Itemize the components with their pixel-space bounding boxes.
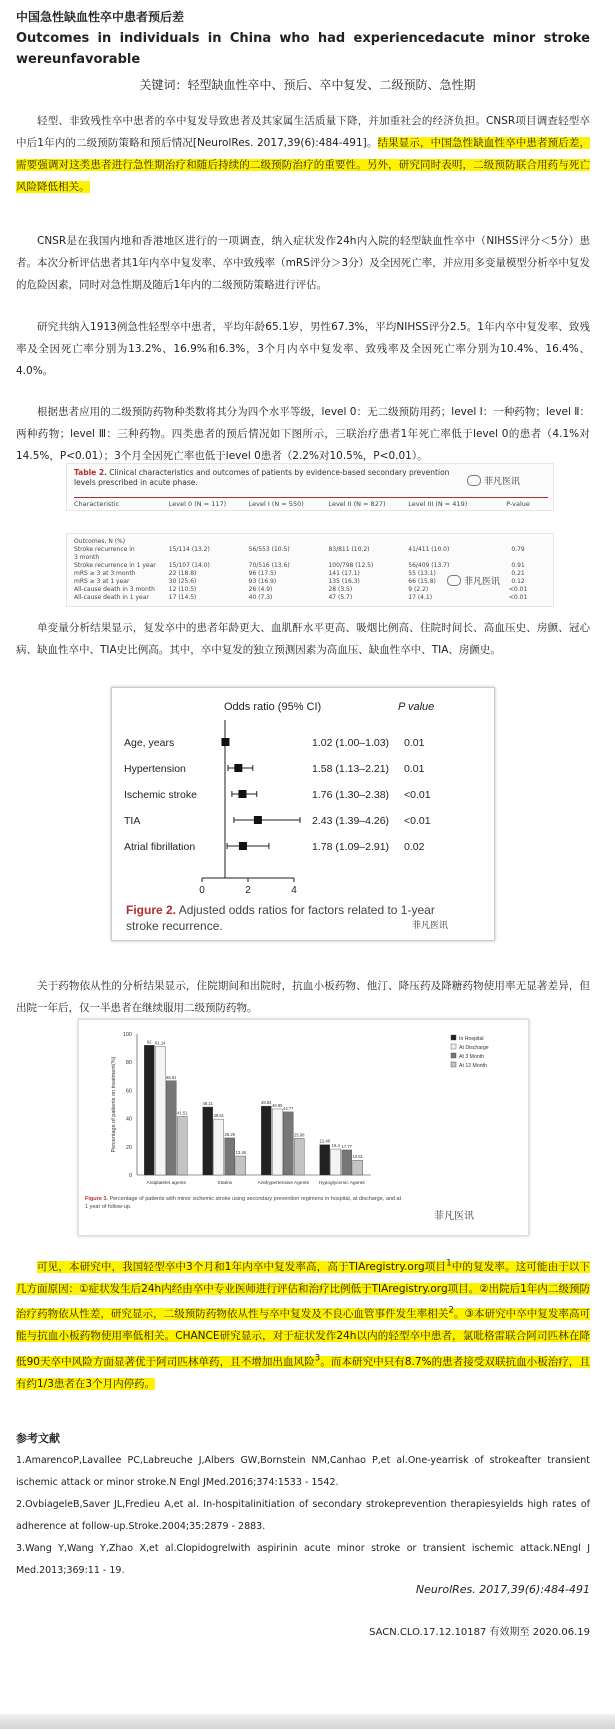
table-cell: 0.21 — [511, 570, 525, 577]
table-col-header: P-value — [506, 500, 530, 508]
bar-value-label: 44.77 — [283, 1105, 294, 1111]
table-row — [74, 562, 548, 570]
bar-y-axis-label: Percentage of patients on treatment(%) — [111, 1056, 117, 1153]
table-cell: 93 (16.9) — [248, 578, 277, 585]
table-cell: 135 (16.3) — [328, 578, 360, 585]
table-cell: 100/798 (12.5) — [328, 562, 374, 569]
ref-superscript: 2 — [448, 1305, 454, 1316]
table-cell: 56/553 (10.5) — [248, 546, 290, 553]
forest-point — [238, 790, 246, 798]
bar-legend-swatch — [451, 1044, 456, 1049]
table-cell: 66 (15.8) — [408, 578, 436, 585]
forest-ci-text: 1.58 (1.13–2.21) — [312, 763, 390, 775]
paragraph-discussion — [16, 1252, 590, 1395]
bar-legend-label: At Discharge — [459, 1045, 489, 1051]
table-cell: 41/411 (10.0) — [408, 546, 450, 553]
table-caption-text: Clinical characteristics and outcomes of patients by evidence-based secondary prevention levels prescribed in acute phase. — [74, 468, 450, 487]
watermark — [447, 574, 500, 587]
paragraph-levels: 根据患者应用的二级预防药物种类数将其分为四个水平等级，level 0：无二级预防用药；level Ⅰ：一种药物；level Ⅱ：两种药物；level Ⅲ：三种药物。四类患者的预后情况如下图所示，三联治疗患者1年死亡率低于level 0的患者（4.1%对14.5%，P<0.01）；3个月全因死亡率也低于level 0患者（2.2%对10.5%，P<0.01）。 — [16, 406, 590, 462]
forest-p-text: 0.01 — [404, 763, 425, 775]
bar-y-tick-label: 0 — [128, 1173, 132, 1179]
table-cell: 26 (4.9) — [248, 586, 273, 593]
bar-category-label: Hypoglycemic Agents — [318, 1181, 365, 1186]
bar-chart — [79, 1020, 528, 1235]
reference-item: 3.Wang Y,Wang Y,Zhao X,et al.Clopidogrelwith aspirinin acute minor stroke or transient ischemic attack.NEngl J Med.2013;369:11 - 19. — [16, 1543, 590, 1576]
table-col-header: Level 0 (N = 117) — [168, 500, 227, 508]
table-column-headers — [74, 497, 548, 508]
forest-row-label: Ischemic stroke — [124, 789, 197, 801]
forest-p-text: 0.02 — [404, 841, 425, 853]
forest-header-or: Odds ratio (95% CI) — [224, 701, 322, 713]
bar — [320, 1145, 330, 1175]
table-cell: All-cause death in 1 year — [74, 594, 149, 601]
watermark-text: 菲凡医讯 — [464, 577, 501, 587]
bar-value-label: 10.51 — [352, 1154, 363, 1160]
paragraph-intro — [16, 110, 590, 198]
forest-header-p: P value — [398, 701, 435, 713]
bar-value-label: 39.61 — [213, 1113, 224, 1119]
bar-legend-swatch — [451, 1035, 456, 1040]
bar-value-label: 48.21 — [202, 1101, 213, 1107]
forest-caption-text: Adjusted odds ratios for factors related to 1-year — [176, 903, 435, 917]
bar-category-label: Statins — [217, 1181, 233, 1186]
table-cell: 28 (3.5) — [328, 586, 353, 593]
keywords: 关键词：轻型缺血性卒中、预后、卒中复发、二级预防、急性期 — [139, 78, 476, 92]
intro-highlight: 结果显示，中国急性缺血性卒中患者预后差，需要强调对这类患者进行急性期治疗和随后持续的二级预防治疗的重要性。另外，研究同时表明，二级预防联合用药与死亡风险降低相关。 — [16, 137, 590, 193]
table-cell: All-cause death in 3 month — [74, 586, 155, 593]
table-cell — [328, 538, 408, 546]
references-heading: 参考文献 — [16, 1432, 60, 1445]
table-col-header: Characteristic — [74, 500, 120, 508]
table-cell: Stroke recurrence in 1 year — [74, 562, 156, 569]
table-col-header: Level I (N = 550) — [248, 500, 304, 508]
table-cell: 12 (10.5) — [168, 586, 197, 593]
table-cell: 17 (14.5) — [168, 594, 197, 601]
forest-point — [254, 816, 262, 824]
table-col-header: Level III (N = 419) — [408, 500, 468, 508]
table-cell: 0.91 — [511, 562, 525, 569]
table-cell: <0.01 — [508, 586, 528, 593]
paragraph-adherence: 关于药物依从性的分析结果显示，住院期间和出院时，抗血小板药物、他汀、降压药及降糖药物使用率无显著差异，但出院一年后，仅一半患者在继续服用二级预防药物。 — [16, 980, 590, 1014]
forest-ci-text: 1.76 (1.30–2.38) — [312, 789, 390, 801]
table-col-header: Level II (N = 827) — [328, 500, 386, 508]
forest-row-label: Atrial fibrillation — [124, 841, 196, 853]
bar-value-label: 18.4 — [331, 1143, 340, 1149]
table-cell — [249, 538, 329, 546]
forest-tick-label: 0 — [199, 885, 205, 896]
forest-p-text: <0.01 — [404, 789, 431, 801]
title-en-line1: Outcomes in individuals in China who had experiencedacute minor stroke — [16, 31, 590, 46]
bar-y-tick-label: 60 — [125, 1088, 132, 1095]
table-cell: 15/114 (13.2) — [168, 546, 210, 553]
table-cell — [249, 554, 329, 562]
bar-value-label: 26.29 — [224, 1131, 235, 1137]
bar-legend-swatch — [451, 1062, 456, 1067]
table-cell — [488, 554, 548, 562]
bar — [166, 1081, 176, 1175]
article-title-en — [16, 28, 590, 70]
forest-caption-label: Figure 2. — [126, 903, 177, 917]
paragraph-univariate: 单变量分析结果显示，复发卒中的患者年龄更大、血肌酐水平更高、吸烟比例高、住院时间长、高血压史、房颤、冠心病、缺血性卒中、TIA史比例高。其中，卒中复发的独立预测因素为高血压、缺血性卒中、TIA、房颤史。 — [16, 622, 590, 656]
bar — [283, 1112, 293, 1175]
table-cell: 17 (4.1) — [408, 594, 433, 601]
bar — [225, 1138, 235, 1175]
table-row — [74, 554, 548, 562]
bar-value-label: 92 — [146, 1039, 152, 1045]
forest-tick-label: 2 — [245, 885, 251, 896]
bar-value-label: 25.98 — [294, 1132, 305, 1138]
bar-y-tick-label: 100 — [122, 1032, 132, 1038]
bar-caption-text: 1 year of follow-up. — [85, 1204, 132, 1210]
table-cell: 0.12 — [511, 578, 525, 585]
table-cell — [408, 538, 488, 546]
bar-caption-label: Figure 3. — [85, 1196, 108, 1202]
watermark-text: 菲凡医讯 — [412, 921, 449, 931]
bar-legend-label: In Hospital — [459, 1036, 484, 1042]
bar-value-label: 21.48 — [319, 1138, 330, 1144]
table-cell: 47 (5.7) — [328, 594, 353, 601]
table-cell: 40 (7.3) — [248, 594, 273, 601]
bar — [353, 1160, 363, 1175]
forest-plot — [112, 688, 494, 940]
bar-caption-text: Percentage of patients with minor ischemic stroke using secondary prevention regimens in hospital, at discharge, and at — [107, 1196, 402, 1202]
forest-point — [239, 842, 247, 850]
table-header-figure — [66, 463, 554, 511]
paragraph-methods: CNSR是在我国内地和香港地区进行的一项调查，纳入症状发作24h内入院的轻型缺血性卒中（NIHSS评分＜5分）患者。本次分析评估患者其1年内卒中复发率、卒中致残率（mRS评分＞3分）及全因死亡率，并应用多变量模型分析卒中复发的危险因素，同时对急性期及随后1年内的二级预防策略进行评估。 — [16, 235, 590, 291]
forest-ci-text: 1.78 (1.09–2.91) — [312, 841, 390, 853]
bar-caption — [85, 1196, 402, 1202]
watermark-text: 菲凡医讯 — [484, 477, 521, 487]
forest-point — [234, 764, 242, 772]
forest-plot-figure — [111, 687, 495, 941]
forest-tick-label: 4 — [291, 885, 297, 896]
approval-code: SACN.CLO.17.12.10187 有效期至 2020.06.19 — [369, 1627, 590, 1638]
bar-chart-figure — [78, 1019, 529, 1236]
bar-value-label: 17.77 — [341, 1143, 352, 1149]
bar — [236, 1156, 246, 1175]
discussion-text: 中的复发率。这可能由于以下几方面原因：①症状发生后24h内经由卒中专业医师进行评估和治疗比例低于TIAregistry.org项目。②出院后1年内二级预防治疗药物依从性差，研究显示，二级预防药物依从性与卒中复发及不良心血管事件发生率相关 — [16, 1260, 590, 1320]
forest-p-text: 0.01 — [404, 737, 425, 749]
table-cell: Stroke recurrence in — [74, 546, 135, 553]
bar — [155, 1046, 165, 1175]
table-row — [74, 594, 548, 602]
forest-caption — [126, 903, 435, 917]
bar-y-tick-label: 40 — [125, 1116, 132, 1123]
bar-value-label: 46.85 — [272, 1102, 283, 1108]
table-caption-label: Table 2. — [74, 468, 107, 477]
forest-caption-text: stroke recurrence. — [126, 919, 223, 933]
reference-item: 1.AmarencoP,Lavallee PC,Labreuche J,Albers GW,Bornstein NM,Canhao P,et al.One-yearrisk of strokeafter transient ischemic attack or minor stroke.N Engl JMed.2016;374:1533 - 1542. — [16, 1455, 590, 1488]
table-cell — [408, 554, 488, 562]
table-cell: 96 (17.5) — [248, 570, 277, 577]
forest-p-text: <0.01 — [404, 815, 431, 827]
table-cell: 15/107 (14.0) — [168, 562, 210, 569]
bar — [177, 1116, 187, 1175]
forest-row-label: Hypertension — [124, 763, 186, 775]
table-cell: <0.01 — [508, 594, 528, 601]
bar — [144, 1045, 154, 1175]
table-cell: 70/516 (13.6) — [248, 562, 290, 569]
bar — [294, 1138, 304, 1175]
bar-y-tick-label: 80 — [125, 1060, 132, 1067]
bar — [272, 1109, 282, 1175]
bar-value-label: 48.84 — [261, 1100, 272, 1106]
watermark-icon — [467, 475, 481, 486]
source-citation: NeurolRes. 2017,39(6):484-491 — [415, 1583, 590, 1596]
bar-value-label: 13.46 — [235, 1150, 246, 1156]
intro-text: 轻型、非致残性卒中患者的卒中复发导致患者及其家属生活质量下降，并加重社会的经济负担。CNSR项目调查轻型卒中后1年内的二级预防策略和预后情况[NeurolRes. 2017,39(6):484-491]。 — [16, 115, 590, 149]
bar — [214, 1119, 224, 1175]
forest-ci-text: 2.43 (1.39–4.26) — [312, 815, 390, 827]
table-cell: 141 (17.1) — [328, 570, 360, 577]
table-cell — [488, 538, 548, 546]
watermark-text: 菲凡医讯 — [434, 1211, 474, 1222]
table-caption — [74, 468, 454, 488]
discussion-highlight — [16, 1258, 590, 1390]
watermark — [467, 474, 520, 487]
title-en-line2: wereunfavorable — [16, 52, 141, 67]
table-cell: 3 month — [74, 554, 100, 561]
table-cell: mRS ≥ 3 at 3 month — [74, 570, 136, 577]
table-cell: 83/811 (10.2) — [328, 546, 370, 553]
bar-value-label: 66.81 — [166, 1074, 177, 1080]
reference-item: 2.OvbiageleB,Saver JL,Fredieu A,et al. In-hospitalinitiation of secondary strokeprevention therapiesyields high rates of adherence at follow-up.Stroke.2004;35:2879 - 2883. — [16, 1499, 590, 1532]
table-cell: 30 (25.6) — [168, 578, 197, 585]
watermark-icon — [447, 575, 461, 586]
bar-legend-label: At 3 Month — [459, 1054, 485, 1060]
table-cell: mRS ≥ 3 at 1 year — [74, 578, 130, 585]
paragraph-results: 研究共纳入1913例急性轻型卒中患者，平均年龄65.1岁，男性67.3%，平均NIHSS评分2.5。1年内卒中复发率、致残率及全因死亡率分别为13.2%、16.9%和6.3%，3个月内卒中复发率、致残率及全因死亡率分别为10.4%、16.4%、4.0%。 — [16, 321, 590, 377]
bottom-scroll-bar — [0, 1714, 615, 1729]
discussion-text: 可见，本研究中，我国轻型卒中3个月和1年内卒中复发率高，高于TIAregistry.org项目 — [37, 1260, 447, 1273]
table-cell: 55 (13.1) — [408, 570, 436, 577]
bar — [261, 1106, 271, 1175]
forest-row-label: Age, years — [124, 737, 175, 749]
table-body-figure — [66, 533, 554, 607]
bar-category-label: Antiplatelet agents — [146, 1181, 186, 1186]
bar — [203, 1107, 213, 1175]
ref-superscript: 3 — [314, 1353, 321, 1363]
bar-value-label: 41.51 — [177, 1110, 188, 1116]
bar-y-tick-label: 20 — [125, 1144, 132, 1151]
table-cell: 56/409 (13.7) — [408, 562, 450, 569]
discussion-text: 。而本研究中只有8.7%的患者接受双联抗血小板治疗，且有约1/3患者在3个月内停药。 — [16, 1355, 590, 1390]
table-row — [74, 546, 548, 554]
bar-value-label: 91.14 — [155, 1040, 166, 1046]
bar — [342, 1150, 352, 1175]
discussion-text: 。③本研究中卒中复发率高可能与抗血小板药物使用率低相关。CHANCE研究显示，对于症状发作24h以内的轻型卒中患者，氯吡格雷联合阿司匹林在降低90天卒中风险方面显著优于阿司匹林单药，且不增加出血风险 — [16, 1308, 590, 1368]
table-cell: Outcomes, N (%) — [74, 538, 126, 545]
forest-row-label: TIA — [124, 815, 141, 827]
bar — [331, 1149, 341, 1175]
table-cell: 0.79 — [511, 546, 525, 553]
table-cell — [169, 554, 249, 562]
table-cell: 22 (18.8) — [168, 570, 197, 577]
forest-ci-text: 1.02 (1.00–1.03) — [312, 737, 390, 749]
table-cell: 9 (2.2) — [408, 586, 429, 593]
table-cell — [328, 554, 408, 562]
table-row — [74, 538, 548, 546]
bar-legend-swatch — [451, 1053, 456, 1058]
table-rows — [74, 538, 548, 602]
table-cell — [169, 538, 249, 546]
bar-legend-label: At 12 Month — [459, 1063, 487, 1069]
article-title-cn: 中国急性缺血性卒中患者预后差 — [16, 10, 185, 24]
bar-category-label: Antihypertensive Agents — [257, 1181, 309, 1186]
table-row — [74, 586, 548, 594]
ref-superscript: 1 — [446, 1258, 452, 1268]
forest-point — [221, 738, 229, 746]
